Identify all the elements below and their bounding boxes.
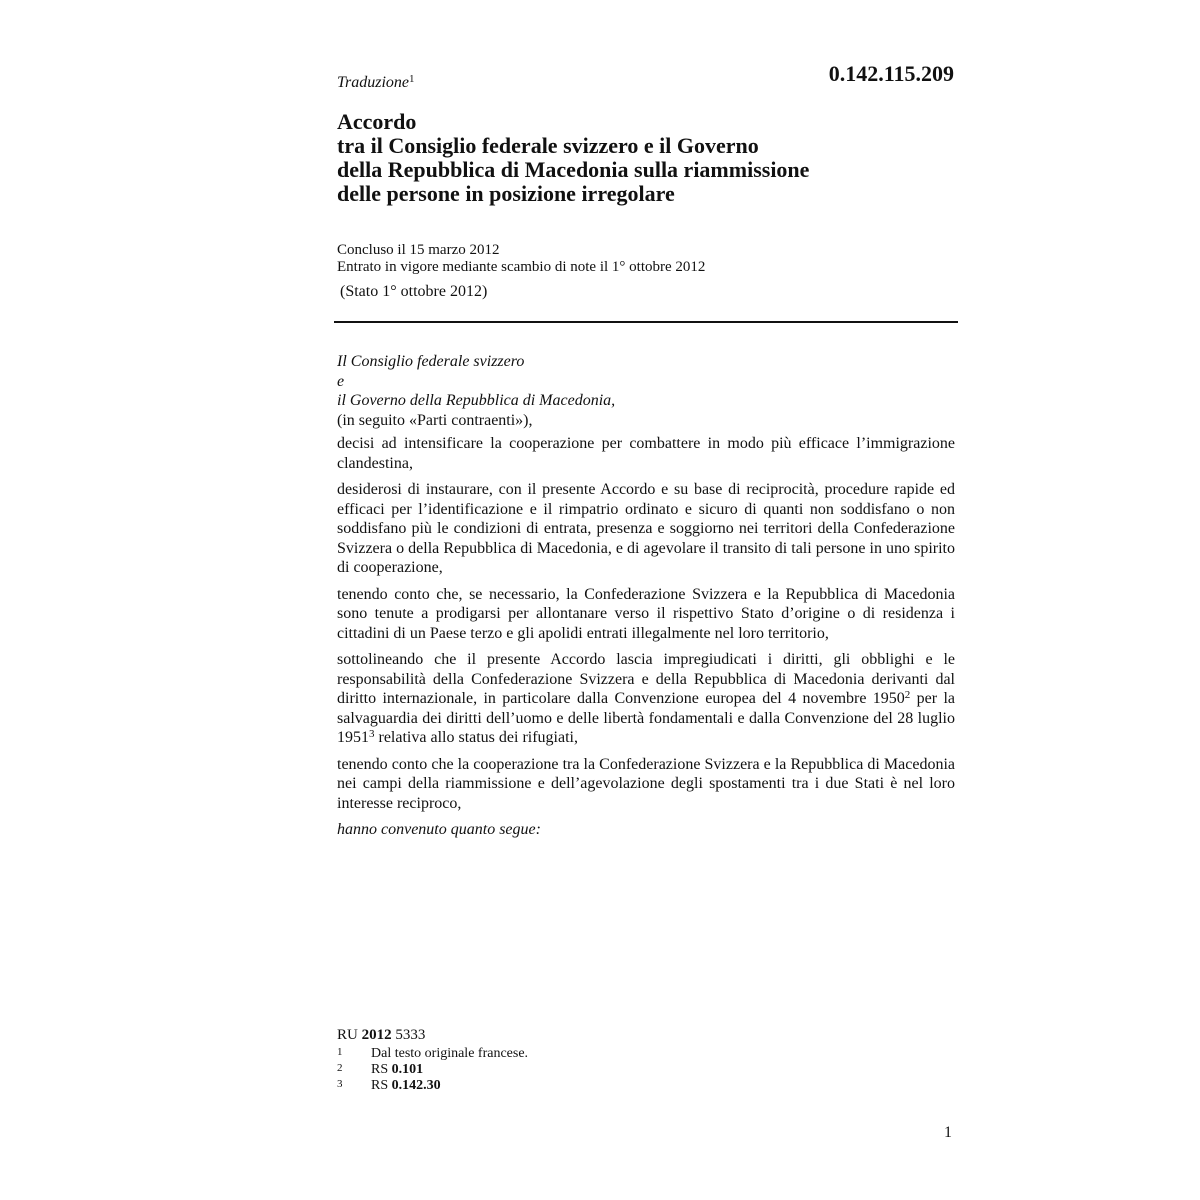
footnotes — [337, 1046, 528, 1094]
official-collection-ref: RU 2012 5333 — [337, 1027, 426, 1043]
preamble-paragraph-3: tenendo conto che, se necessario, la Confederazione Svizzera e la Repubblica di Macedonia sono tenute a prodigarsi per allontanare verso il rispettivo Stato d’origine o di residenza i cittadini di un Paese terzo e gli apolidi entrati illegalmente nel loro territorio, — [337, 585, 955, 642]
concluded-date: Concluso il 15 marzo 2012 — [337, 242, 500, 258]
footnote-text[interactable]: RS 0.142.30 — [371, 1078, 441, 1093]
title-line-1: Accordo — [337, 109, 417, 134]
footnote-number: 3 — [337, 1078, 343, 1090]
footnote-text[interactable]: RS 0.101 — [371, 1062, 424, 1077]
party-2: il Governo della Repubblica di Macedonia, — [337, 392, 616, 409]
preamble-paragraph-4: sottolineando che il presente Accordo lascia impregiudicati i diritti, gli obblighi e le responsabilità della Confederazione Svizzera e della Repubblica di Macedonia derivanti dal diritto internazionale, in particolare dalla Convenzione europea del 4 novembre 1950$^2$ per la salvaguardia dei diritti dell’uomo e delle libertà fondamentali e dalla Convenzione del 28 luglio 1951$^3$ relativa allo status dei rifugiati, — [337, 651, 955, 746]
header-divider — [334, 321, 958, 323]
preamble — [337, 352, 955, 840]
entry-into-force: Entrato in vigore mediante scambio di note il 1° ottobre 2012 — [337, 259, 706, 275]
footnote-ref-3[interactable]: 3 — [369, 728, 375, 740]
footnote-text: Dal testo originale francese. — [371, 1046, 529, 1061]
preamble-paragraph-1: decisi ad intensificare la cooperazione per combattere in modo più efficace l’immigrazione clandestina, — [337, 435, 955, 472]
footnote-number: 1 — [337, 1046, 343, 1058]
preamble-paragraph-5: tenendo conto che la cooperazione tra la Confederazione Svizzera e la Repubblica di Macedonia nei campi della riammissione e dell’agevolazione degli spostamenti tra i due Stati è nel loro interesse reciproco, — [337, 755, 955, 812]
page-number: 1 — [944, 1124, 952, 1141]
parties-definition: (in seguito «Parti contraenti»), — [337, 411, 533, 429]
footnote-number: 2 — [337, 1062, 343, 1074]
title-line-2: tra il Consiglio federale svizzero e il Governo — [337, 133, 759, 158]
title-line-3: della Repubblica di Macedonia sulla riammissione — [337, 157, 810, 182]
contracting-parties — [337, 352, 955, 430]
document-metadata — [337, 242, 705, 276]
conjunction: e — [337, 372, 345, 390]
footnote-ref-2[interactable]: 2 — [904, 689, 911, 701]
title-line-4: delle persone in posizione irregolare — [337, 181, 675, 206]
preamble-paragraph-2: desiderosi di instaurare, con il presente Accordo e su base di reciprocità, procedure rapide ed efficaci per l’identificazione e il rimpatrio ordinato e sicuro di quanti non soddisfano o non soddisfano più le condizioni di entrata, presenza e soggiorno nei territori della Confederazione Svizzera o della Repubblica di Macedonia, e di agevolare il transito di tali persone in uno spirito di cooperazione, — [337, 481, 955, 576]
footnote-ref-1[interactable]: 1 — [409, 73, 415, 85]
footnote-3 — [337, 1078, 528, 1094]
sr-number: 0.142.115.209 — [828, 61, 954, 86]
translation-label: Traduzione$^1$ — [337, 73, 415, 91]
status-date: (Stato 1° ottobre 2012) — [340, 283, 488, 300]
party-1: Il Consiglio federale svizzero — [337, 353, 525, 370]
document-title — [337, 110, 957, 206]
preamble-conclusion: hanno convenuto quanto segue: — [337, 821, 541, 838]
